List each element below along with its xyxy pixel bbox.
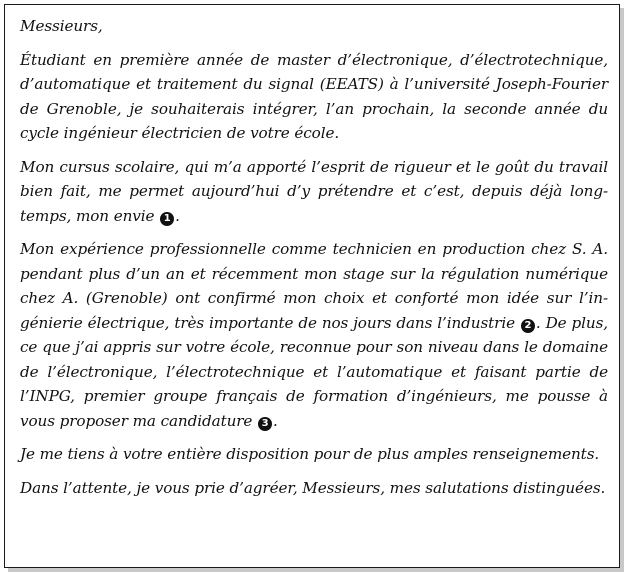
paragraph-experience-end: . (273, 411, 278, 430)
closing-formula-text: Dans l’attente, je vous prie d’agréer, Messieurs, mes salutations distinguées. (20, 478, 606, 497)
reference-marker-3: 3 (258, 417, 272, 431)
salutation (20, 14, 608, 39)
paragraph-experience-text-b: . De plus, ce que j’ai appris sur votre école, reconnue pour son niveau dans le domaine de l’électronique, l’électrotechnique et l’automatique et faisant partie de l’INPG, premier groupe français de formation d’ingénieurs, me pousse à vous proposer ma candidature (20, 313, 608, 430)
reference-marker-2: 2 (521, 319, 535, 333)
paragraph-studies-text: Mon cursus scolaire, qui m’a apporté l’esprit de rigueur et le goût du travail bien fait, me permet aujourd’hui d’y prétendre et c’est, depuis déjà long-temps, mon envie (20, 157, 608, 225)
paragraph-availability (20, 442, 608, 467)
frame-shadow-bottom (8, 568, 624, 572)
paragraph-experience-text-a: Mon expérience professionnelle comme technicien en production chez S. A. pendant plus d’un an et récemment mon stage sur la régulation numérique chez A. (Grenoble) ont confirmé mon choix et conforté mon idée sur l’in-génierie électrique, très importante de nos jours dans l’industrie (20, 240, 608, 332)
frame-shadow-right (620, 8, 624, 570)
paragraph-studies-end: . (175, 206, 180, 225)
closing-formula (20, 476, 608, 501)
paragraph-availability-text: Je me tiens à votre entière disposition pour de plus amples renseignements. (20, 445, 600, 463)
paragraph-experience (20, 237, 608, 433)
paragraph-introduction (20, 48, 608, 146)
cover-letter-text (20, 14, 608, 509)
salutation-text: Messieurs, (20, 17, 103, 35)
reference-marker-1: 1 (160, 212, 174, 226)
paragraph-introduction-text: Étudiant en première année de master d’électronique, d’électrotechnique, d’automatique et traitement du signal (EEATS) à l’université Joseph-Fourier de Grenoble, je souhaiterais intégrer, l’an prochain, la seconde année du cycle ingénieur électricien de votre école. (20, 50, 608, 142)
paragraph-studies (20, 155, 608, 229)
